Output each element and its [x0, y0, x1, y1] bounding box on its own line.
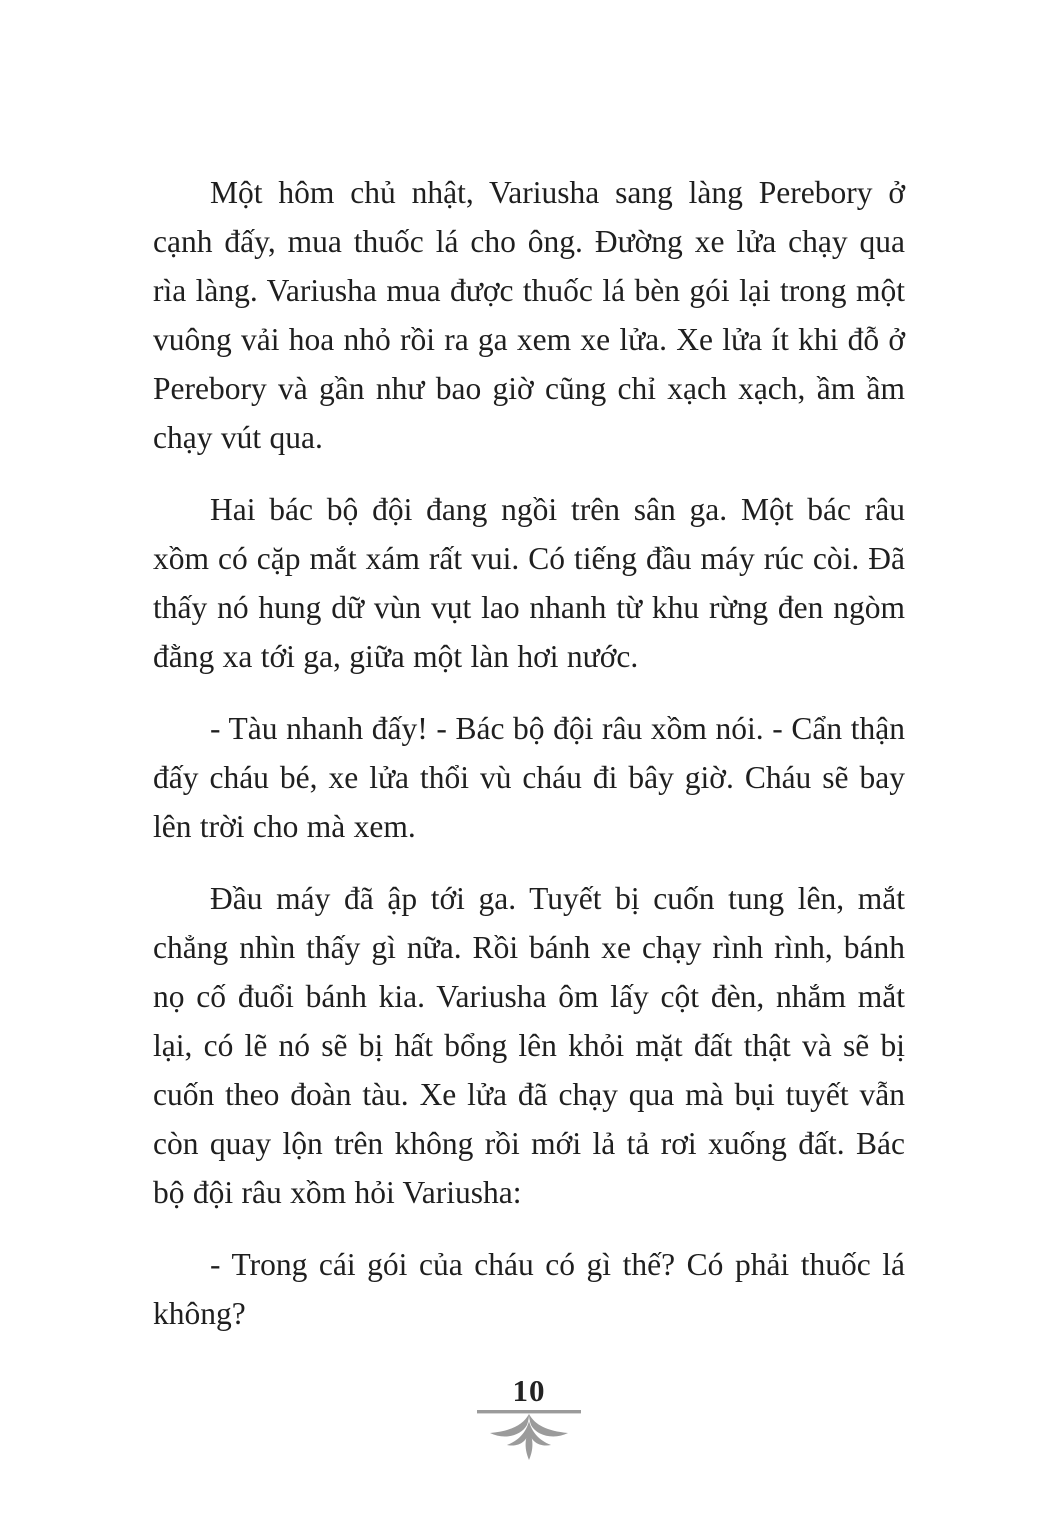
fleuron-ornament-icon [477, 1410, 581, 1464]
ornament-left-wing [490, 1414, 529, 1436]
paragraph: - Tàu nhanh đấy! - Bác bộ đội râu xồm nói. - Cẩn thận đấy cháu bé, xe lửa thổi vù cháu đi bây giờ. Cháu sẽ bay lên trời cho mà xem. [153, 711, 905, 844]
page-number: 10 [512, 1373, 546, 1408]
paragraph: Hai bác bộ đội đang ngồi trên sân ga. Một bác râu xồm có cặp mắt xám rất vui. Có tiếng đầu máy rúc còi. Đã thấy nó hung dữ vùn vụt lao nhanh từ khu rừng đen ngòm đằng xa tới ga, giữa một làn hơi nước. [153, 492, 905, 674]
ornament-right-wing [529, 1414, 568, 1436]
ornament-rule [477, 1410, 581, 1413]
page-footer [153, 1374, 905, 1464]
story-text-block [153, 168, 905, 1361]
paragraph: - Trong cái gói của cháu có gì thế? Có phải thuốc lá không? [153, 1247, 905, 1331]
paragraph: Đầu máy đã ập tới ga. Tuyết bị cuốn tung lên, mắt chẳng nhìn thấy gì nữa. Rồi bánh xe chạy rình rình, bánh nọ cố đuổi bánh kia. Variusha ôm lấy cột đèn, nhắm mắt lại, có lẽ nó sẽ bị hất bổng lên khỏi mặt đất thật và sẽ bị cuốn theo đoàn tàu. Xe lửa đã chạy qua mà bụi tuyết vẫn còn quay lộn trên không rồi mới lả tả rơi xuống đất. Bác bộ đội râu xồm hỏi Variusha: [153, 881, 905, 1210]
paragraph: Một hôm chủ nhật, Variusha sang làng Perebory ở cạnh đấy, mua thuốc lá cho ông. Đường xe lửa chạy qua rìa làng. Variusha mua được thuốc lá bèn gói lại trong một vuông vải hoa nhỏ rồi ra ga xem xe lửa. Xe lửa ít khi đỗ ở Perebory và gần như bao giờ cũng chỉ xạch xạch, ầm ầm chạy vút qua. [153, 175, 905, 455]
